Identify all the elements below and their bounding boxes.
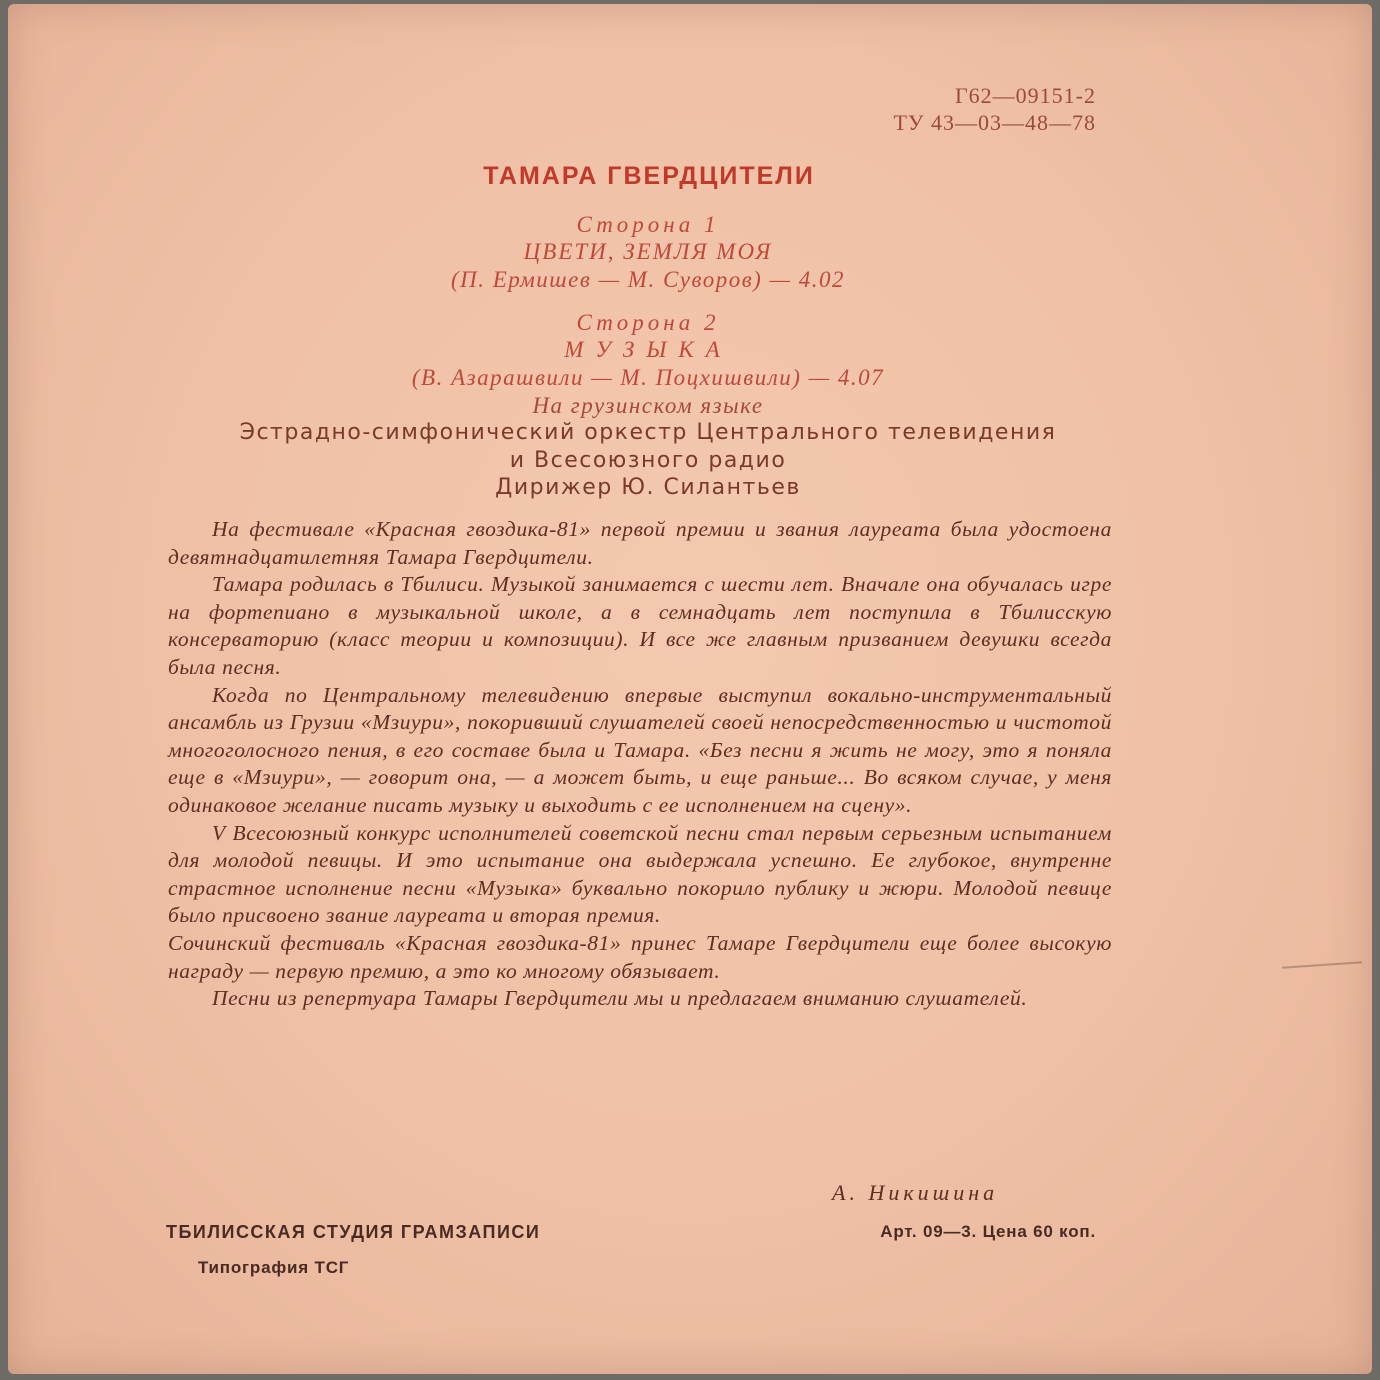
printer-name: Типография ТСГ bbox=[198, 1258, 350, 1277]
sleeve-crease bbox=[1282, 961, 1362, 969]
conductor-line: Дирижер Ю. Силантьев bbox=[495, 475, 801, 500]
side2-title: МУЗЫКА bbox=[564, 337, 732, 362]
orchestra-line-2: и Всесоюзного радио bbox=[509, 448, 787, 473]
liner-paragraph: Когда по Центральному телевидению впервые выступил вокально-инструментальный ансамбль из Грузии «Мзиури», покоривший слушателей своей непосредственностью и чистотой многоголосного пения, в его составе была и Тамара. «Без песни я жить не могу, это я поняла еще в «Мзиури», — говорит она, — а может быть, и еще раньше... Во всяком случае, у меня одинаковое желание писать музыку и выходить с ее исполнением на сцену». bbox=[168, 682, 1112, 817]
catalog-number: Г62—09151-2 bbox=[954, 83, 1096, 108]
artist-name: ТАМАРА ГВЕРДЦИТЕЛИ bbox=[483, 162, 815, 190]
side1-block bbox=[8, 212, 1288, 295]
side2-block bbox=[8, 310, 1288, 421]
catalog-info bbox=[893, 82, 1096, 136]
side1-label: Сторона 1 bbox=[576, 212, 720, 237]
price-info: Арт. 09—3. Цена 60 коп. bbox=[880, 1222, 1096, 1241]
side2-language: На грузинском языке bbox=[532, 393, 764, 418]
artist-heading bbox=[8, 162, 1372, 191]
side1-credits: (П. Ермишев — М. Суворов) — 4.02 bbox=[450, 267, 846, 292]
author-signature: А. Никишина bbox=[832, 1180, 999, 1205]
record-sleeve-back bbox=[8, 4, 1372, 1374]
liner-paragraph: На фестивале «Красная гвоздика-81» первой премии и звания лауреата была удостоена девятнадцатилетняя Тамара Гвердцители. bbox=[168, 517, 1112, 569]
side1-title: ЦВЕТИ, ЗЕМЛЯ МОЯ bbox=[523, 239, 773, 264]
orchestra-line-1: Эстрадно-симфонический оркестр Центрального телевидения bbox=[239, 420, 1057, 445]
studio-name: ТБИЛИССКАЯ СТУДИЯ ГРАМЗАПИСИ bbox=[166, 1222, 541, 1242]
liner-paragraph: V Всесоюзный конкурс исполнителей советской песни стал первым серьезным испытанием для молодой певицы. И это испытание она выдержала успешно. Ее глубокое, внутренне страстное исполнение песни «Музыка» буквально покорило публику и жюри. Молодой певице было присвоено звание лауреата и вторая премия. bbox=[168, 820, 1112, 928]
liner-paragraph: Сочинский фестиваль «Красная гвоздика-81» принес Тамаре Гвердцители еще более высокую награду — первую премию, а это ко многому обязывает. bbox=[168, 930, 1112, 983]
side2-credits: (В. Азарашвили — М. Поцхишвили) — 4.07 bbox=[411, 365, 885, 390]
liner-paragraph: Тамара родилась в Тбилиси. Музыкой занимается с шести лет. Вначале она обучалась игре на фортепиано в музыкальной школе, а в семнадцать лет поступила в Тбилисскую консерваторию (класс теории и композиции). И все же главным призванием девушки всегда была песня. bbox=[168, 572, 1112, 679]
liner-paragraph: Песни из репертуара Тамары Гвердцители мы и предлагаем вниманию слушателей. bbox=[212, 986, 1028, 1011]
liner-notes bbox=[168, 516, 1112, 1013]
side2-label: Сторона 2 bbox=[576, 310, 720, 335]
catalog-spec: ТУ 43—03—48—78 bbox=[893, 110, 1096, 135]
